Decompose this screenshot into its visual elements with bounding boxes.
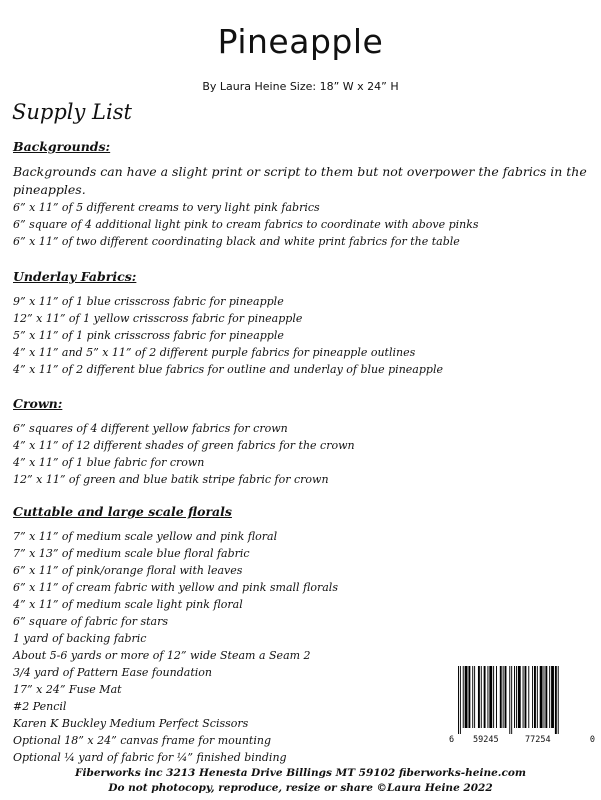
barcode-bar bbox=[493, 666, 494, 728]
section-heading: Underlay Fabrics: bbox=[13, 269, 137, 284]
list-item: Karen K Buckley Medium Perfect Scissors bbox=[13, 717, 249, 730]
barcode-bar bbox=[472, 666, 473, 728]
barcode-bar bbox=[503, 666, 504, 728]
barcode-group-2: 77254 bbox=[525, 735, 551, 745]
list-item: 7” x 13” of medium scale blue floral fabric bbox=[13, 547, 250, 560]
barcode-bar bbox=[474, 666, 475, 728]
barcode-bar bbox=[525, 666, 527, 728]
list-item: 5” x 11” of 1 pink crisscross fabric for pineapple bbox=[13, 329, 284, 342]
barcode-digits bbox=[449, 735, 595, 747]
list-item: 6” squares of 4 different yellow fabrics for crown bbox=[13, 422, 288, 435]
barcode-group-1: 59245 bbox=[473, 735, 499, 745]
barcode-bar bbox=[465, 666, 468, 728]
barcode-bar bbox=[481, 666, 482, 728]
barcode-bar bbox=[528, 666, 529, 728]
barcode-bar bbox=[558, 666, 559, 734]
footer-copyright: Do not photocopy, reproduce, resize or share ©Laura Heine 2022 bbox=[108, 782, 493, 794]
list-item: Optional 18” x 24” canvas frame for mounting bbox=[13, 734, 271, 747]
barcode-bar bbox=[487, 666, 488, 728]
barcode-bar bbox=[496, 666, 497, 728]
barcode-bar bbox=[544, 666, 545, 728]
list-item: 6” x 11” of cream fabric with yellow and pink small florals bbox=[13, 581, 338, 594]
list-item: #2 Pencil bbox=[13, 700, 67, 713]
section-underlay bbox=[13, 268, 593, 378]
barcode-bar bbox=[523, 666, 524, 728]
byline: By Laura Heine Size: 18” W x 24” H bbox=[202, 80, 399, 93]
list-item: 6” x 11” of 5 different creams to very light pink fabrics bbox=[13, 201, 320, 214]
barcode-bar bbox=[514, 666, 515, 728]
list-item: About 5-6 yards or more of 12” wide Steam a Seam 2 bbox=[13, 649, 311, 662]
section-heading: Crown: bbox=[13, 396, 63, 411]
list-item: 4” x 11” of 12 different shades of green fabrics for the crown bbox=[13, 439, 355, 452]
list-item: 12” x 11” of green and blue batik stripe fabric for crown bbox=[13, 473, 329, 486]
barcode-bar bbox=[468, 666, 470, 728]
barcode-bar bbox=[460, 666, 461, 734]
section-crown bbox=[13, 395, 593, 488]
barcode-digit-right: 0 bbox=[589, 735, 595, 745]
barcode-bar bbox=[509, 666, 510, 734]
list-item: 6” x 11” of two different coordinating black and white print fabrics for the table bbox=[13, 235, 460, 248]
barcode-bar bbox=[534, 666, 536, 728]
list-item: 4” x 11” of 2 different blue fabrics for outline and underlay of blue pineapple bbox=[13, 363, 443, 376]
barcode-bar bbox=[537, 666, 538, 728]
barcode-bar bbox=[540, 666, 543, 728]
barcode bbox=[449, 666, 595, 750]
barcode-bar bbox=[516, 666, 517, 728]
barcode-bar bbox=[511, 666, 512, 734]
barcode-bar bbox=[489, 666, 492, 728]
section-heading: Cuttable and large scale florals bbox=[13, 504, 232, 519]
section-backgrounds bbox=[13, 138, 593, 250]
barcode-bar bbox=[549, 666, 550, 728]
list-item: 4” x 11” of medium scale light pink floral bbox=[13, 598, 243, 611]
barcode-bar bbox=[551, 666, 554, 728]
list-item: 6” square of 4 additional light pink to cream fabrics to coordinate with above pinks bbox=[13, 218, 479, 231]
list-item: 3/4 yard of Pattern Ease foundation bbox=[13, 666, 212, 679]
barcode-bar bbox=[478, 666, 480, 728]
list-item: 6” square of fabric for stars bbox=[13, 615, 168, 628]
barcode-bar bbox=[505, 666, 507, 728]
barcode-bars bbox=[458, 666, 583, 734]
barcode-bar bbox=[532, 666, 533, 728]
barcode-digit-left: 6 bbox=[449, 735, 455, 745]
list-item: Optional ¼ yard of fabric for ¼” finished binding bbox=[13, 751, 287, 764]
list-item: 7” x 11” of medium scale yellow and pink floral bbox=[13, 530, 278, 543]
footer-address: Fiberworks inc 3213 Henesta Drive Billings MT 59102 fiberworks-heine.com bbox=[75, 767, 526, 779]
page-title: Pineapple bbox=[217, 22, 384, 61]
barcode-bar bbox=[518, 666, 521, 728]
barcode-bar bbox=[484, 666, 486, 728]
barcode-bar bbox=[458, 666, 459, 734]
barcode-bar bbox=[463, 666, 464, 728]
list-item: 12” x 11” of 1 yellow crisscross fabric for pineapple bbox=[13, 312, 303, 325]
supply-list-heading: Supply List bbox=[12, 100, 132, 124]
barcode-bar bbox=[545, 666, 547, 728]
section-heading: Backgrounds: bbox=[13, 139, 111, 154]
backgrounds-intro: Backgrounds can have a slight print or script to them but not overpower the fabrics in the pineapples. bbox=[13, 164, 587, 197]
list-item: 9” x 11” of 1 blue crisscross fabric for pineapple bbox=[13, 295, 284, 308]
barcode-bar bbox=[555, 666, 557, 734]
list-item: 6” x 11” of pink/orange floral with leaves bbox=[13, 564, 243, 577]
list-item: 1 yard of backing fabric bbox=[13, 632, 147, 645]
list-item: 4” x 11” and 5” x 11” of 2 different purple fabrics for pineapple outlines bbox=[13, 346, 416, 359]
list-item: 17” x 24” Fuse Mat bbox=[13, 683, 122, 696]
barcode-bar bbox=[500, 666, 502, 728]
list-item: 4” x 11” of 1 blue fabric for crown bbox=[13, 456, 205, 469]
